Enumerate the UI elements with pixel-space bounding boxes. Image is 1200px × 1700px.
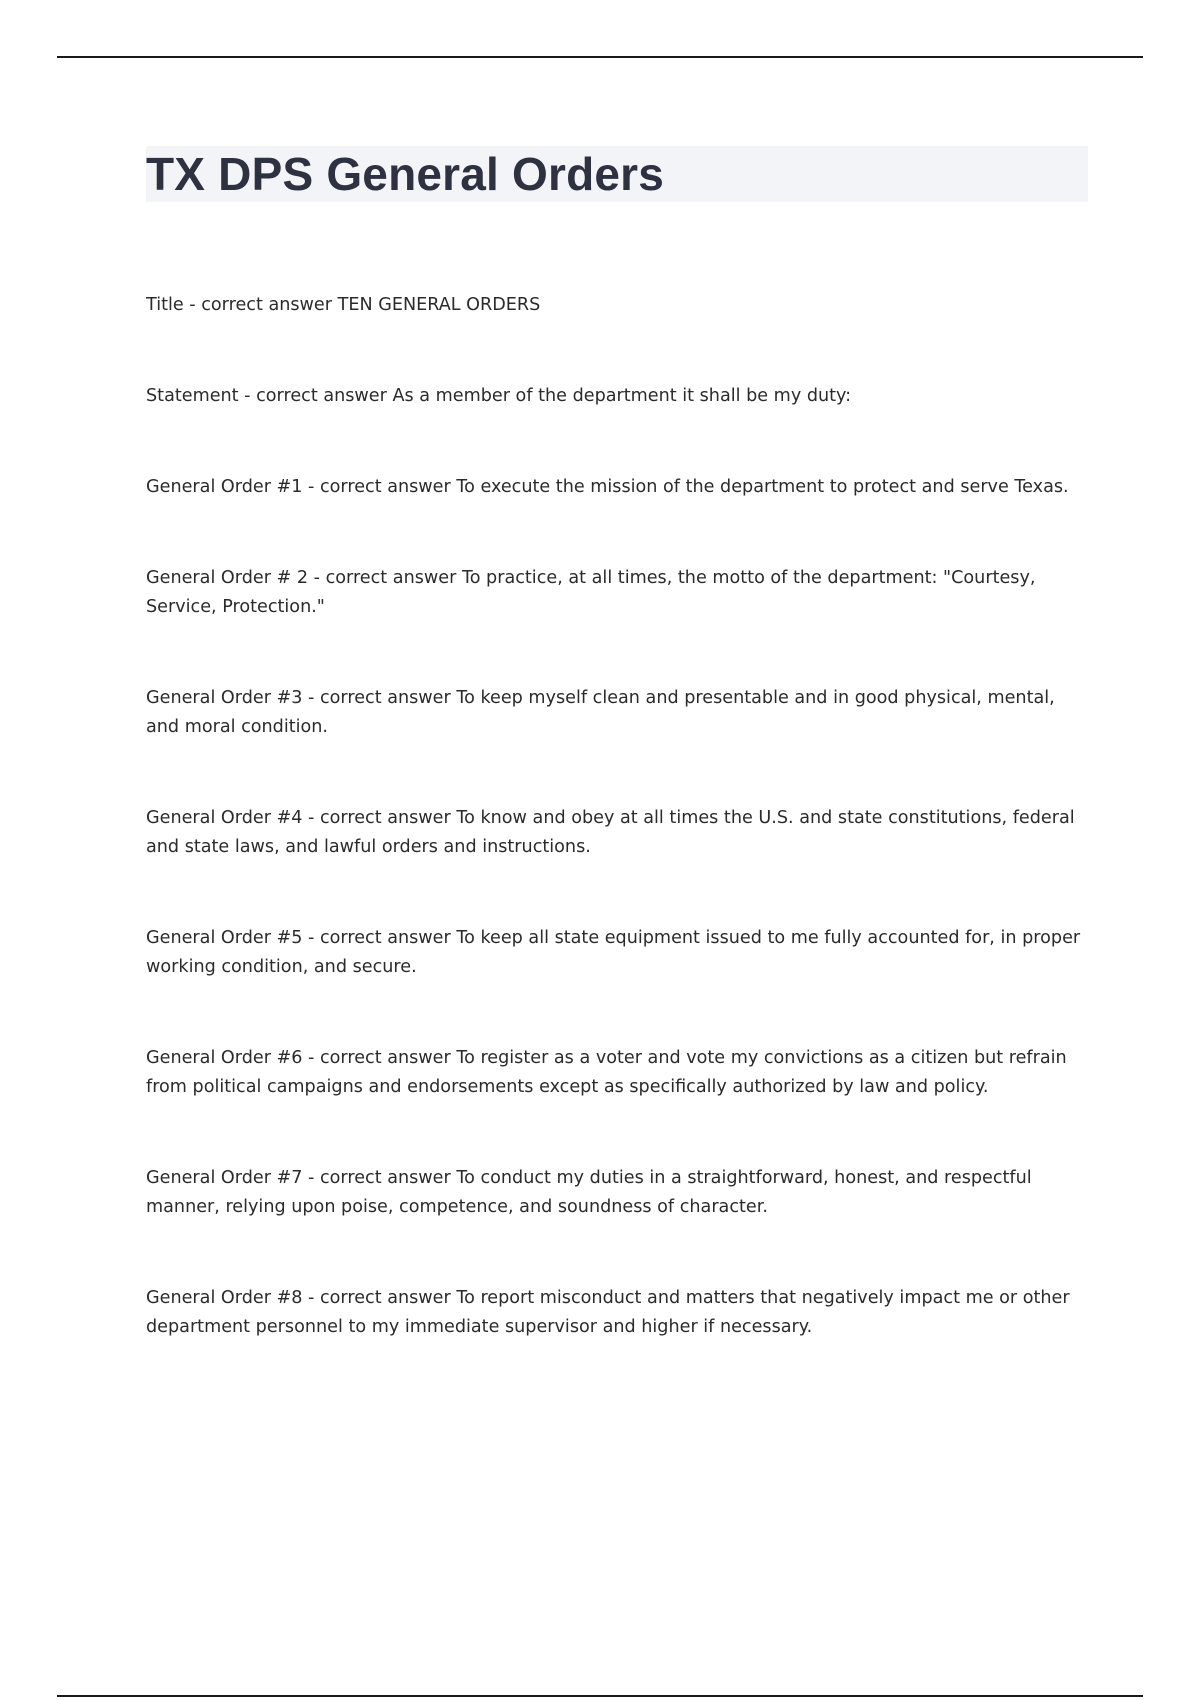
qa-term: General Order #6 - bbox=[146, 1048, 315, 1068]
qa-marker: correct answer bbox=[201, 295, 332, 315]
qa-term: General Order #7 - bbox=[146, 1168, 315, 1188]
qa-item-general-order-3 bbox=[146, 684, 1091, 742]
qa-answer: To execute the mission of the department to protect and serve Texas. bbox=[456, 477, 1069, 497]
page-title: TX DPS General Orders bbox=[146, 148, 665, 200]
qa-item-general-order-8 bbox=[146, 1284, 1091, 1342]
bottom-rule bbox=[57, 1695, 1143, 1697]
qa-answer: To register as a voter and vote my convictions as a citizen but refrain from political campaigns and endorsements except as specifically authorized by law and policy. bbox=[146, 1048, 1067, 1097]
qa-term: General Order #5 - bbox=[146, 928, 315, 948]
qa-marker: correct answer bbox=[320, 1288, 451, 1308]
qa-term: General Order #4 - bbox=[146, 808, 315, 828]
qa-marker: correct answer bbox=[320, 928, 451, 948]
qa-answer: To practice, at all times, the motto of the department: "Courtesy, Service, Protection." bbox=[146, 568, 1036, 617]
qa-item-general-order-5 bbox=[146, 924, 1091, 982]
qa-answer: TEN GENERAL ORDERS bbox=[337, 295, 541, 315]
qa-answer: To keep all state equipment issued to me fully accounted for, in proper working condition, and secure. bbox=[146, 928, 1081, 977]
qa-answer: To report misconduct and matters that negatively impact me or other department personnel to my immediate supervisor and higher if necessary. bbox=[146, 1288, 1070, 1337]
qa-item-general-order-7 bbox=[146, 1164, 1091, 1222]
qa-marker: correct answer bbox=[320, 477, 451, 497]
qa-answer: To conduct my duties in a straightforward, honest, and respectful manner, relying upon poise, competence, and soundness of character. bbox=[146, 1168, 1032, 1217]
qa-term: General Order #8 - bbox=[146, 1288, 315, 1308]
qa-term: General Order # 2 - bbox=[146, 568, 320, 588]
top-rule bbox=[57, 56, 1143, 58]
qa-term: Statement - bbox=[146, 386, 251, 406]
qa-answer: As a member of the department it shall be my duty: bbox=[392, 386, 852, 406]
qa-marker: correct answer bbox=[320, 808, 451, 828]
qa-list bbox=[146, 291, 1091, 1342]
qa-marker: correct answer bbox=[325, 568, 457, 588]
qa-term: General Order #3 - bbox=[146, 688, 315, 708]
qa-answer: To keep myself clean and presentable and in good physical, mental, and moral condition. bbox=[146, 688, 1055, 737]
qa-term: Title - bbox=[146, 295, 196, 315]
qa-marker: correct answer bbox=[320, 688, 451, 708]
qa-marker: correct answer bbox=[320, 1048, 451, 1068]
qa-marker: correct answer bbox=[256, 386, 387, 406]
qa-item-general-order-4 bbox=[146, 804, 1091, 862]
qa-item-general-order-2 bbox=[146, 564, 1091, 622]
qa-term: General Order #1 - bbox=[146, 477, 315, 497]
qa-marker: correct answer bbox=[320, 1168, 451, 1188]
qa-item-statement bbox=[146, 382, 1091, 411]
qa-item-general-order-6 bbox=[146, 1044, 1091, 1102]
qa-item-general-order-1 bbox=[146, 473, 1091, 502]
qa-item-title bbox=[146, 291, 1091, 320]
qa-answer: To know and obey at all times the U.S. and state constitutions, federal and state laws, and lawful orders and instructions. bbox=[146, 808, 1075, 857]
